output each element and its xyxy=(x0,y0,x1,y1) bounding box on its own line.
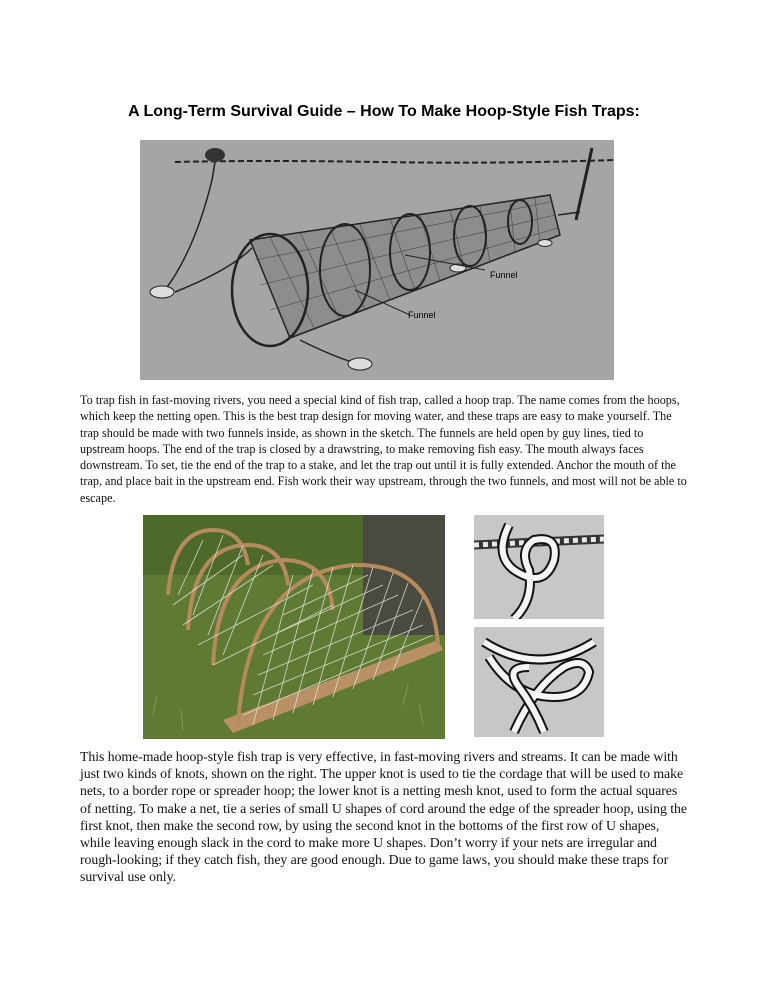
paragraph-knots: This home-made hoop-style fish trap is very effective, in fast-moving rivers and streams. It can be made with just two kinds of knots, shown on the right. The upper knot is used to tie the cordage that will be used to make nets, to a border rope or spreader hoop; the lower knot is a netting mesh knot, used to form the actual squares of netting. To make a net, tie a series of small U shapes of cord around the edge of the spreader hoop, using the first knot, then make the second row, by using the second knot in the bottoms of the first row of U shapes, while leaving enough slack in the cord to make more U shapes. Don’t worry if your nets are irregular and rough-looking; if they catch fish, they are good enough. Due to game laws, you should make these traps for survival use only. xyxy=(80,749,687,885)
funnel-label-upper: Funnel xyxy=(490,270,518,280)
upper-knot-image xyxy=(474,515,604,619)
paragraph-intro: To trap fish in fast-moving rivers, you need a special kind of fish trap, called a hoop trap. The name comes from the hoops, which keep the netting open. This is the best trap design for moving water, and these traps are easy to make yourself. The trap should be made with two funnels inside, as shown in the sketch. The funnels are held open by guy lines, tied to upstream hoops. The end of the trap is closed by a drawstring, to make removing fish easy. The mouth always faces downstream. To set, tie the end of the trap to a stake, and let the trap out until it is fully extended. Anchor the mouth of the trap, and place bait in the upstream end. Fish work their way upstream, through the two funnels, and most will not be able to escape. xyxy=(80,393,687,505)
funnel-label-lower: Funnel xyxy=(408,310,436,320)
fish-trap-photo xyxy=(143,515,445,739)
page-title: A Long-Term Survival Guide – How To Make Hoop-Style Fish Traps: xyxy=(128,103,640,120)
hoop-trap-sketch xyxy=(140,140,614,380)
lower-knot-image xyxy=(474,627,604,737)
